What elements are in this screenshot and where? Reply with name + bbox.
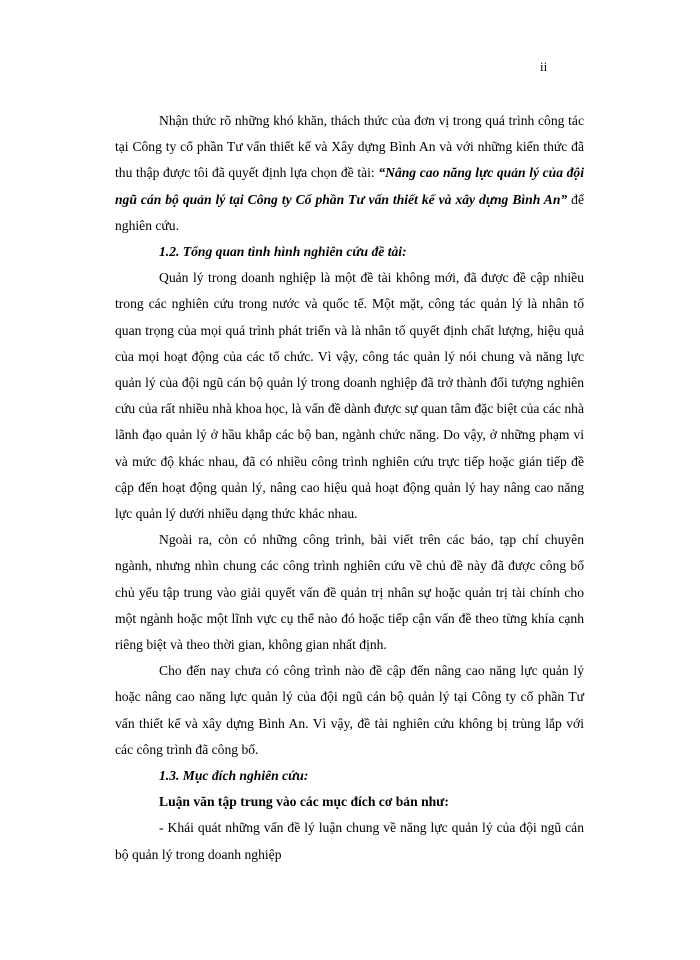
section-1-3-subheading: Luận văn tập trung vào các mục đích cơ bản như: xyxy=(159,794,449,810)
intro-paragraph xyxy=(115,108,584,239)
section-1-2-paragraph-3: Cho đến nay chưa có công trình nào đề cập đến nâng cao năng lực quản lý hoặc nâng cao năng lực quản lý của đội ngũ cán bộ quản lý tại Công ty cổ phần Tư vấn thiết kế và xây dựng Bình An. Vì vậy, đề tài nghiên cứu không bị trùng lắp với các công trình đã công bố. xyxy=(115,663,584,757)
section-1-3-heading: 1.3. Mục đích nghiên cứu: xyxy=(159,768,309,784)
page-number: ii xyxy=(540,59,548,74)
intro-text-after: để nghiên cứu. xyxy=(115,191,584,233)
section-1-3-item-1: - Khái quát những vấn đề lý luận chung về năng lực quản lý của đội ngũ cán bộ quản lý trong doanh nghiệp xyxy=(115,820,584,862)
section-1-2-paragraph-2: Ngoài ra, còn có những công trình, bài viết trên các báo, tạp chí chuyên ngành, nhưng nhìn chung các công trình nghiên cứu về chủ đề này đã được công bố chủ yếu tập trung vào giải quyết vấn đề quản trị nhân sự hoặc quản trị tài chính cho một ngành hoặc một lĩnh vực cụ thể nào đó hoặc tiếp cận vấn đề theo từng khía cạnh riêng biệt và theo thời gian, không gian nhất định. xyxy=(115,532,584,653)
intro-text-before: Nhận thức rõ những khó khăn, thách thức của đơn vị trong quá trình công tác tại Công ty cổ phần Tư vấn thiết kế và Xây dựng Bình An và với những kiến thức đã thu thập được tôi đã quyết định lựa chọn đề tài: xyxy=(115,113,584,181)
thesis-title: “Nâng cao năng lực quản lý của đội ngũ cán bộ quản lý tại Công ty Cổ phần Tư vấn thiết kế và xây dựng Bình An” xyxy=(115,165,585,207)
document-body xyxy=(115,108,584,868)
section-1-2-paragraph-1: Quản lý trong doanh nghiệp là một đề tài không mới, đã được đề cập nhiều trong các nghiên cứu trong nước và quốc tế. Một mặt, công tác quản lý là nhân tố quan trọng của mọi quá trình phát triển và là nhân tố quyết định chất lượng, hiệu quả của mọi hoạt động của các tổ chức. Vì vậy, công tác quản lý nói chung và năng lực quản lý của đội ngũ cán bộ quản lý trong doanh nghiệp đã trở thành đối tượng nghiên cứu của rất nhiều nhà khoa học, là vấn đề dành được sự quan tâm đặc biệt của các nhà lãnh đạo quản lý ở hầu khắp các bộ ban, ngành chức năng. Do vậy, ở những phạm vi và mức độ khác nhau, đã có nhiều công trình nghiên cứu trực tiếp hoặc gián tiếp đề cập đến hoạt động quản lý, nâng cao hiệu quả hoạt động quản lý hay nâng cao năng lực quản lý dưới nhiều dạng thức khác nhau. xyxy=(115,270,584,522)
section-1-2-heading: 1.2. Tổng quan tình hình nghiên cứu đề tài: xyxy=(159,244,407,260)
